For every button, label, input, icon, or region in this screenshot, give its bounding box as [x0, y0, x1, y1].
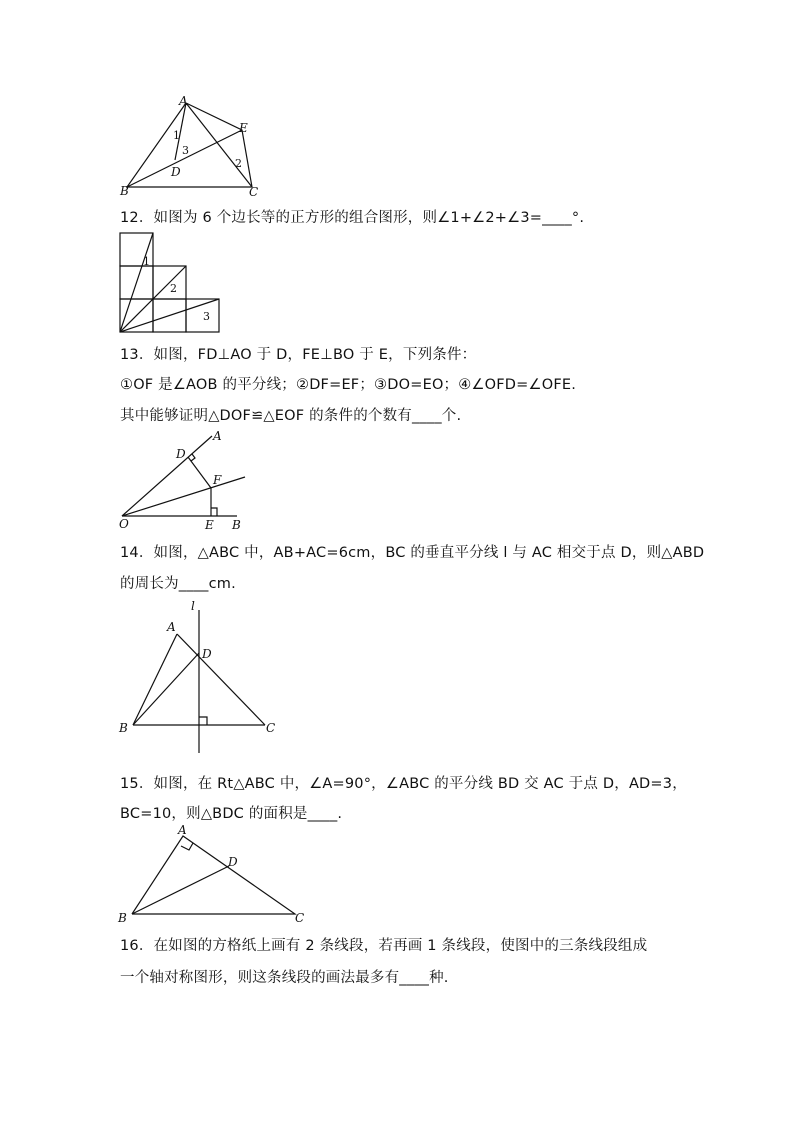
perpendicular-bisector-figure [115, 598, 285, 758]
point-b-label: B [119, 721, 128, 735]
point-a-label: A [167, 620, 176, 634]
angle-2-label: 2 [235, 157, 242, 170]
problem-13-line-2: ①OF 是∠AOB 的平分线；②DF=EF；③DO=EO；④∠OFD=∠OFE. [120, 377, 577, 393]
problem-13-line-3: 其中能够证明△DOF≌△EOF 的条件的个数有____个. [120, 408, 462, 424]
point-a-label: A [178, 823, 187, 837]
point-a-label: A [213, 429, 222, 443]
triangle-figure-11 [115, 94, 275, 199]
point-d-label: D [202, 647, 212, 661]
angle-1-label: 1 [143, 255, 150, 268]
problem-15-line-2: BC=10，则△BDC 的面积是____. [120, 806, 343, 822]
problem-14-line-1: 14．如图，△ABC 中，AB+AC=6cm，BC 的垂直平分线 l 与 AC 相交于点 D，则△ABD [120, 545, 705, 561]
point-f-label: F [213, 473, 222, 487]
problem-16-line-2: 一个轴对称图形，则这条线段的画法最多有____种. [120, 970, 449, 986]
point-c-label: C [266, 721, 276, 735]
right-triangle-figure [115, 822, 315, 925]
line-l-label: l [191, 599, 195, 613]
point-o-label: O [119, 517, 129, 531]
point-a-label: A [179, 94, 188, 108]
point-b-label: B [118, 911, 127, 925]
six-squares-figure [119, 232, 229, 334]
point-d-label: D [228, 855, 238, 869]
problem-14-line-2: 的周长为____cm. [120, 576, 236, 592]
angle-2-label: 2 [170, 282, 177, 295]
point-e-label: E [205, 518, 214, 532]
point-d-label: D [171, 165, 181, 179]
problem-12-text: 12．如图为 6 个边长等的正方形的组合图形，则∠1+∠2+∠3=____°. [120, 210, 585, 226]
point-e-label: E [239, 121, 248, 135]
point-d-label: D [176, 447, 186, 461]
point-c-label: C [249, 185, 259, 199]
angle-3-label: 3 [182, 144, 189, 157]
point-b-label: B [232, 518, 241, 532]
angle-3-label: 3 [203, 310, 210, 323]
angle-bisector-figure [115, 430, 255, 530]
point-b-label: B [120, 184, 129, 198]
point-c-label: C [295, 911, 305, 925]
problem-13-line-1: 13．如图，FD⊥AO 于 D，FE⊥BO 于 E，下列条件： [120, 347, 477, 363]
angle-1-label: 1 [173, 129, 180, 142]
problem-16-line-1: 16．在如图的方格纸上画有 2 条线段，若再画 1 条线段，使图中的三条线段组成 [120, 938, 648, 954]
problem-15-line-1: 15．如图，在 Rt△ABC 中，∠A=90°，∠ABC 的平分线 BD 交 AC 于点 D，AD=3， [120, 776, 687, 792]
